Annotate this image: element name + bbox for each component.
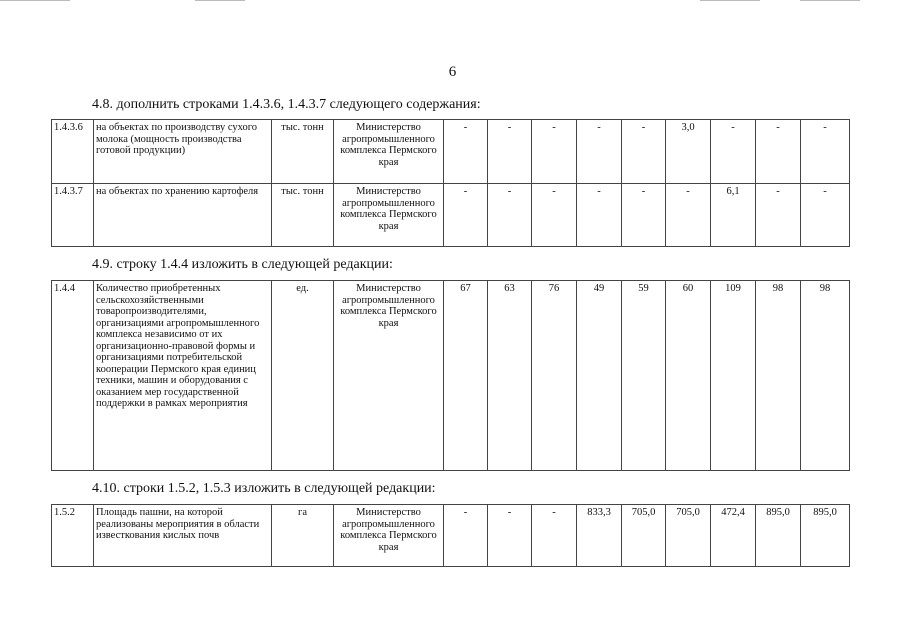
row-name: на объектах по хранению картофеля [94,184,272,247]
row-unit: га [272,505,334,567]
scan-edge-line [195,0,245,1]
section-heading: 4.9. строку 1.4.4 изложить в следующей редакции: [92,257,393,272]
value-cell: - [444,184,488,247]
row-code: 1.5.2 [52,505,94,567]
value-cell: 472,4 [711,505,756,567]
value-cell: 98 [756,281,801,471]
value-cell: 895,0 [756,505,801,567]
row-name: на объектах по производству сухого молока (мощность производства готовой продукции) [94,120,272,184]
amendment-table [51,119,850,247]
value-cell: 6,1 [711,184,756,247]
value-cell: - [622,184,666,247]
row-name: Количество приобретенных сельскохозяйственными товаропроизводителями, организациями агропромышленного комплекса независимо от их организационно-правовой формы и организациями потребительской кооперации Пермского края единиц техники, машин и оборудования с оказанием мер государственной поддержки в рамках мероприятия [94,281,272,471]
row-name: Площадь пашни, на которой реализованы мероприятия в области известкования кислых почв [94,505,272,567]
value-cell: - [444,505,488,567]
value-cell: - [532,120,577,184]
value-cell: 63 [488,281,532,471]
table-row [52,120,850,184]
value-cell: 60 [666,281,711,471]
value-cell: - [577,184,622,247]
row-unit: тыс. тонн [272,184,334,247]
scan-edge-line [0,0,70,1]
scan-edge-line [800,0,860,1]
value-cell: 109 [711,281,756,471]
row-ministry: Министерство агропромышленного комплекса Пермского края [334,184,444,247]
value-cell: 895,0 [801,505,850,567]
table-row [52,281,850,471]
value-cell: - [756,120,801,184]
value-cell: 705,0 [622,505,666,567]
row-code: 1.4.4 [52,281,94,471]
value-cell: - [532,184,577,247]
table-row [52,505,850,567]
value-cell: - [801,184,850,247]
section-heading: 4.10. строки 1.5.2, 1.5.3 изложить в следующей редакции: [92,481,436,496]
value-cell: 59 [622,281,666,471]
value-cell: 76 [532,281,577,471]
row-ministry: Министерство агропромышленного комплекса Пермского края [334,120,444,184]
value-cell: - [488,120,532,184]
scan-edge-line [700,0,760,1]
value-cell: 705,0 [666,505,711,567]
value-cell: 49 [577,281,622,471]
value-cell: - [666,184,711,247]
row-code: 1.4.3.6 [52,120,94,184]
section-heading: 4.8. дополнить строками 1.4.3.6, 1.4.3.7 следующего содержания: [92,97,481,112]
amendment-table [51,280,850,471]
value-cell: - [801,120,850,184]
row-code: 1.4.3.7 [52,184,94,247]
value-cell: - [532,505,577,567]
row-unit: тыс. тонн [272,120,334,184]
value-cell: 833,3 [577,505,622,567]
value-cell: - [711,120,756,184]
table-row [52,184,850,247]
value-cell: - [622,120,666,184]
page-number: 6 [448,64,457,80]
value-cell: - [577,120,622,184]
value-cell: - [488,184,532,247]
value-cell: - [488,505,532,567]
value-cell: 98 [801,281,850,471]
amendment-table [51,504,850,567]
row-unit: ед. [272,281,334,471]
value-cell: - [444,120,488,184]
value-cell: 3,0 [666,120,711,184]
value-cell: 67 [444,281,488,471]
row-ministry: Министерство агропромышленного комплекса Пермского края [334,505,444,567]
row-ministry: Министерство агропромышленного комплекса Пермского края [334,281,444,471]
value-cell: - [756,184,801,247]
